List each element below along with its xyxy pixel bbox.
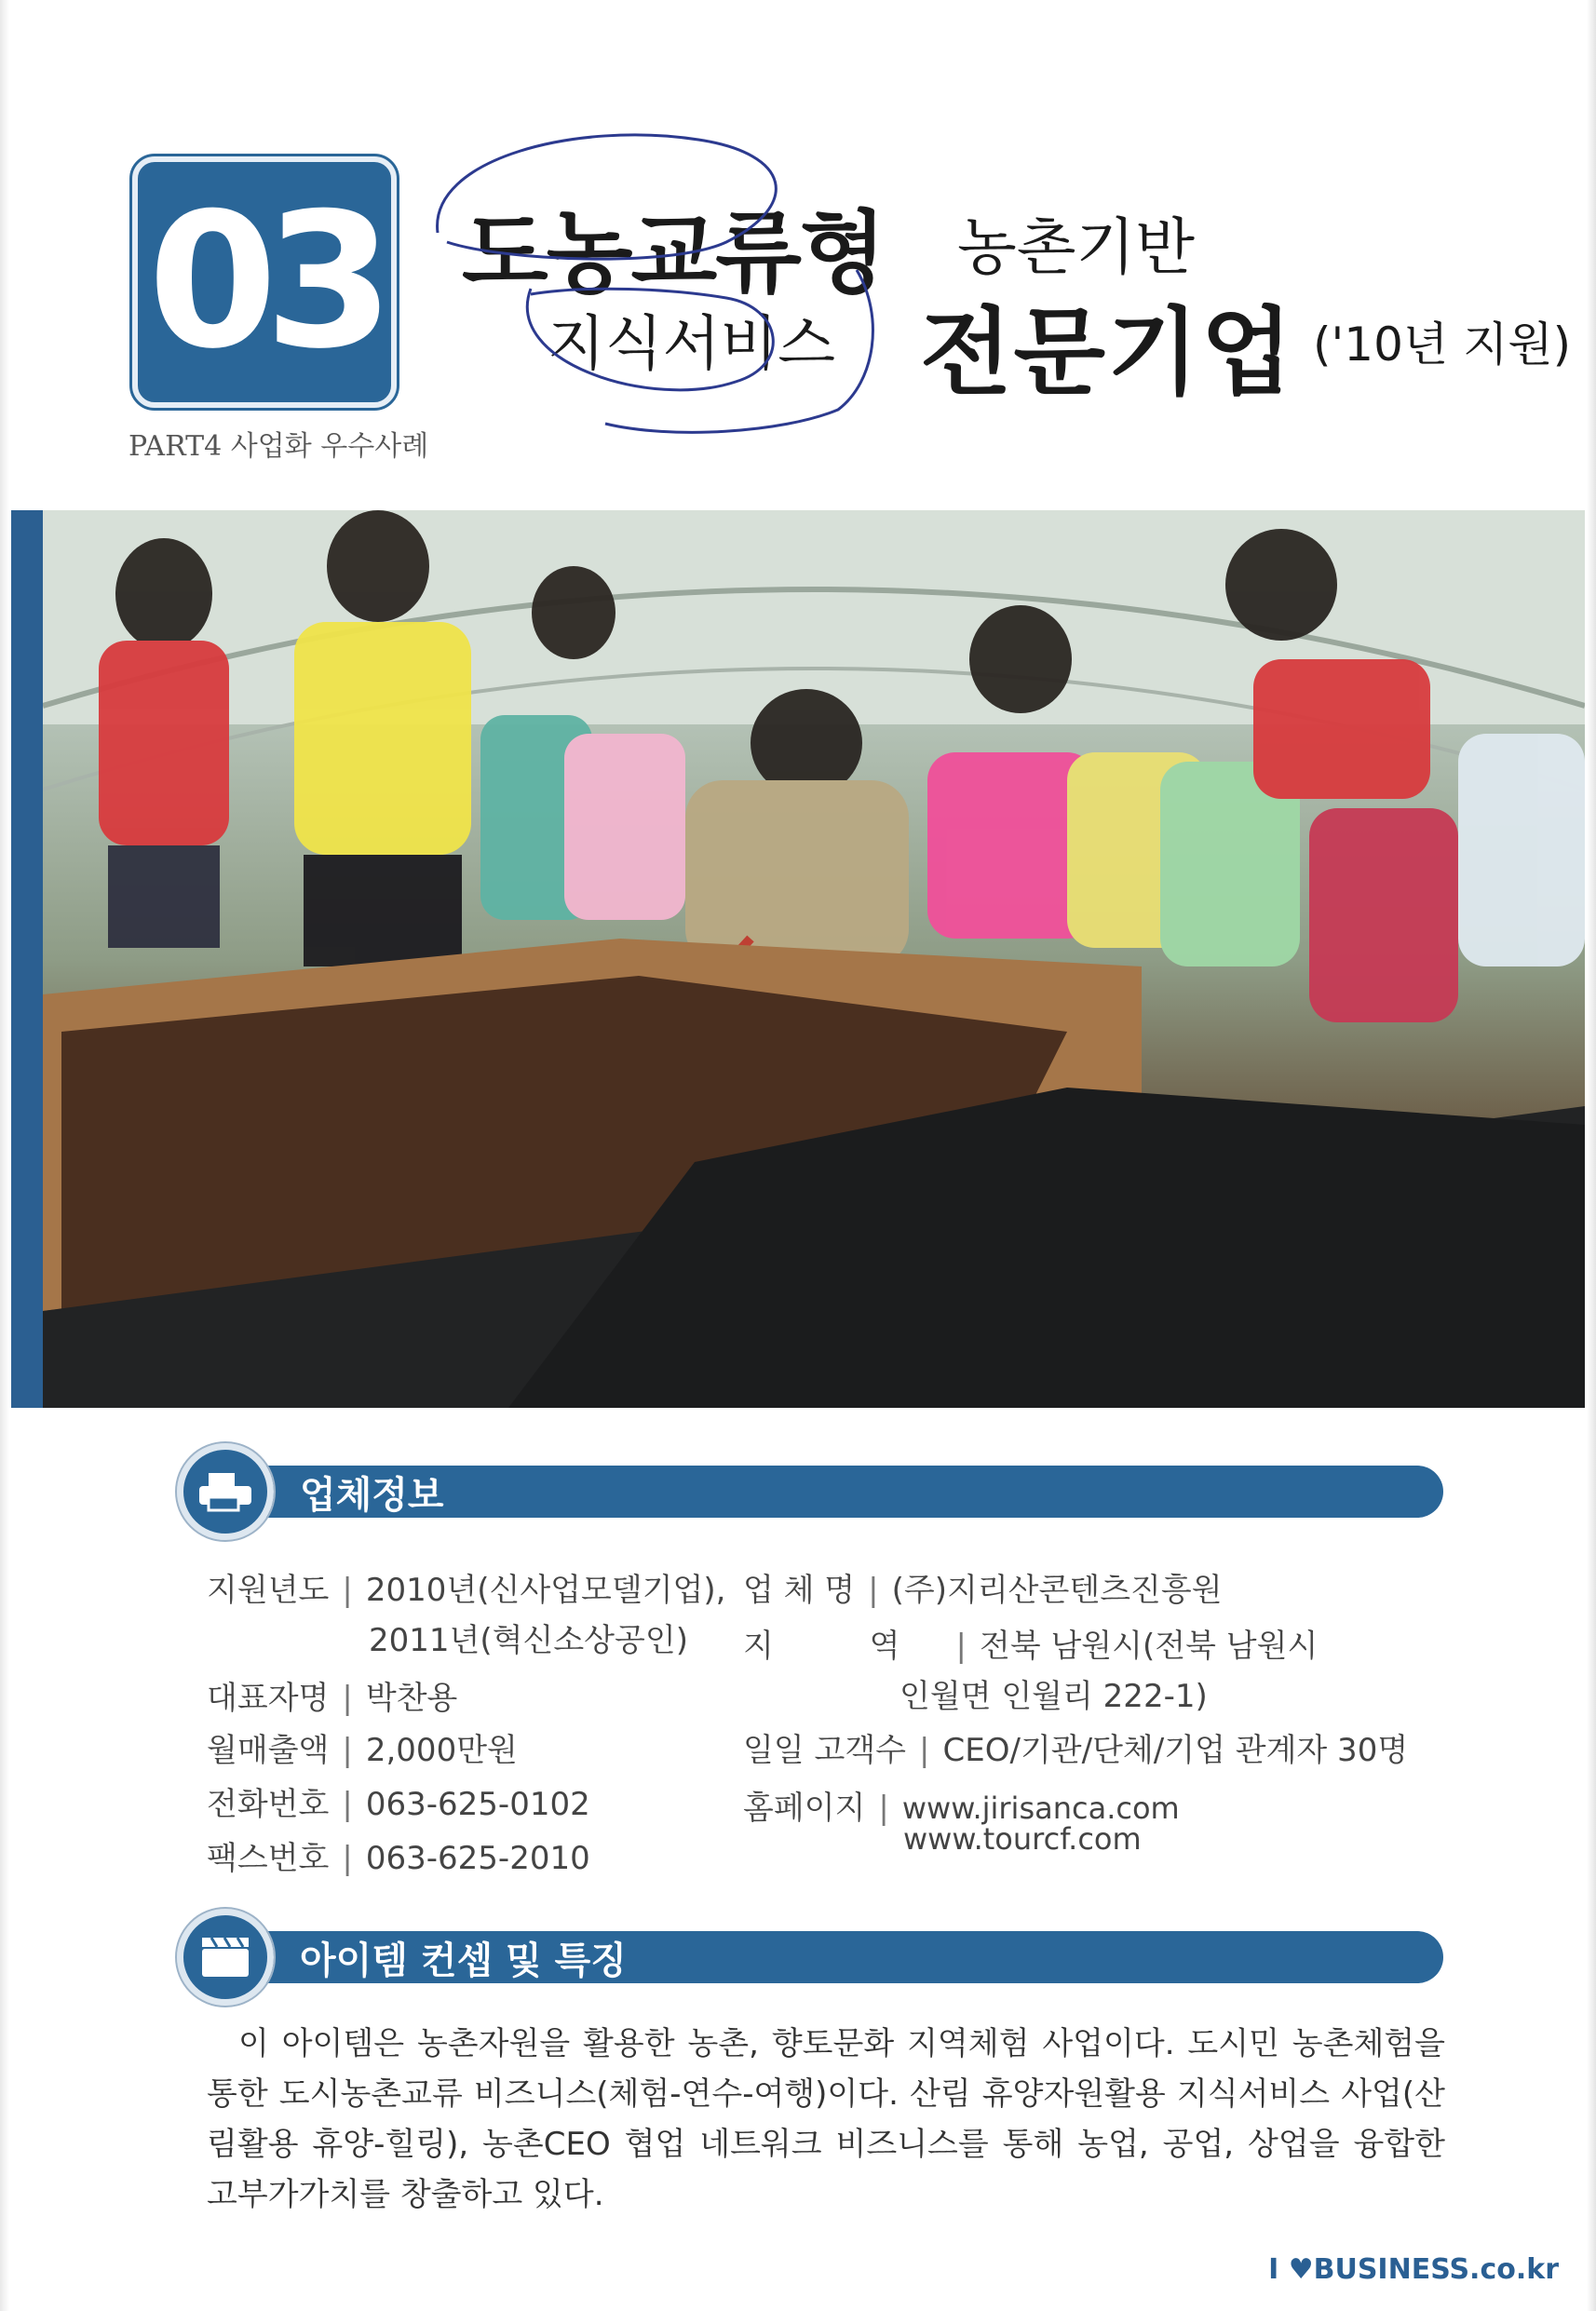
footer-brand [1268,2253,1559,2286]
phone-row: 전화번호 | 063-625-0102 [207,1778,590,1824]
title-sub-1: 농촌기반 [957,211,1196,283]
fax-row: 팩스번호 | 063-625-2010 [207,1832,590,1878]
support-year-line2: 2011년(혁신소상공인) [369,1622,688,1659]
title-main-2: 전문기업 [920,298,1295,409]
customers-label: 일일 고객수 [743,1732,907,1769]
region-label: 지 역 [743,1628,943,1665]
phone-value: 063-625-0102 [365,1786,590,1823]
section-number-badge [132,156,397,408]
scan-edge-right [1587,0,1596,2311]
region-line2: 인월면 인월리 222-1) [899,1678,1208,1715]
title-sub-2: 지식서비스 [548,310,836,379]
concept-paragraph: 이 아이템은 농촌자원을 활용한 농촌, 향토문화 지역체험 사업이다. 도시민 농촌체험을 통한 도시농촌교류 비즈니스(체험-연수-여행)이다. 산림 휴양자원활용 지식서비스 사업(산림활용 휴양-힐링), 농촌CEO 협업 네트워크 비즈니스를 통해 농업, 공업, 상업을 융합한 고부가가치를 창출하고 있다. [207,2025,1445,2213]
concept-title: 아이템 컨셉 및 특징 [300,1939,627,1982]
support-year-row: 지원년도 | 2010년(신사업모델기업), [207,1564,725,1610]
title-year: ('10년 지원) [1313,318,1572,372]
concept-body [207,2019,1445,2220]
sales-label: 월매출액 [207,1732,330,1769]
company-info-title: 업체정보 [300,1474,444,1517]
company-name-value: (주)지리산콘텐츠진흥원 [891,1572,1223,1609]
sales-value: 2,000만원 [365,1732,518,1769]
fax-label: 팩스번호 [207,1840,330,1877]
phone-label: 전화번호 [207,1786,330,1823]
part-label: PART4 사업화 우수사례 [128,430,429,463]
clapperboard-icon [177,1909,274,2006]
photo-children-compost-bin [43,510,1585,1408]
region-line1: 전북 남원시(전북 남원시 [979,1628,1319,1665]
heart-icon: ♥ [1288,2253,1314,2286]
section-number: 03 [147,173,382,390]
customers-row: 일일 고객수 | CEO/기관/단체/기업 관계자 30명 [743,1724,1408,1770]
ceo-label: 대표자명 [207,1680,330,1717]
ceo-row: 대표자명 | 박찬용 [207,1672,457,1718]
fax-value: 063-625-2010 [365,1840,590,1877]
company-name-label: 업 체 명 [743,1572,856,1609]
homepage-link-2[interactable]: www.tourcf.com [903,1821,1142,1857]
printer-icon [177,1443,274,1540]
support-year-label: 지원년도 [207,1572,330,1609]
scan-edge-left [0,0,9,2311]
sales-row: 월매출액 | 2,000만원 [207,1724,518,1770]
homepage-row: 홈페이지 | www.jirisanca.com [743,1782,1180,1828]
title-main-1: 도농교류형 [462,201,885,305]
homepage-link-1[interactable]: www.jirisanca.com [901,1791,1180,1826]
brand-text: BUSINESS.co.kr [1313,2253,1559,2286]
homepage-label: 홈페이지 [743,1790,866,1827]
ceo-value: 박찬용 [365,1680,458,1717]
company-name-row: 업 체 명 | (주)지리산콘텐츠진흥원 [743,1564,1223,1610]
customers-value: CEO/기관/단체/기업 관계자 30명 [942,1732,1409,1769]
region-row: 지 역 | 전북 남원시(전북 남원시 [743,1620,1318,1666]
brand-prefix: I [1268,2253,1279,2286]
support-year-line1: 2010년(신사업모델기업), [365,1572,726,1609]
